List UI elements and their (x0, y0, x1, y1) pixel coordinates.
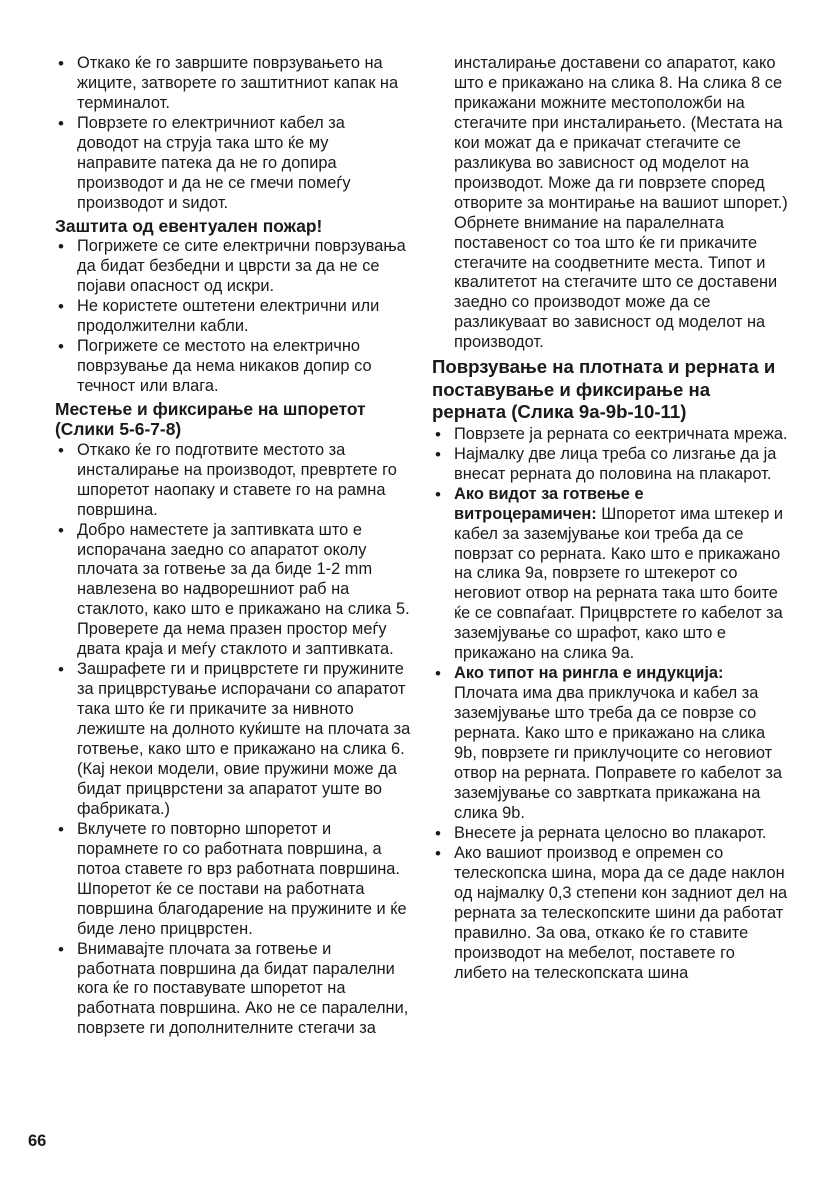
list-item-lead: Ако типот на рингла е индукција: (454, 664, 724, 683)
fire-protection-heading: Заштита од евентуален пожар! (55, 215, 323, 236)
list-item-lead: Ако видот за готвење е витроцерамичен: (454, 484, 644, 523)
list-item-text: Ако вашиот производ е опремен со телескопска шина, мора да се даде наклон од најмалку 0,3 степени кон задниот дел на рерната за телескопските шини да работат правилно. За ова, откако ќе го ставите производот на мебелот, поставете го либето на телескопската шина (454, 843, 788, 982)
list-item: • Вклучете го повторно шпоретот и порамнете го со работната површина, а потоа ставете го врз работната површина. Шпоретот ќе се постави на работната површина благодарение на пружините и ќе биде лено прицврстен. (55, 820, 411, 940)
left-column (55, 54, 411, 1039)
continuation-paragraph: инсталирање доставени со апаратот, како што е прикажано на слика 8. На слика 8 се прикажани можните местоположби на стегачите при инсталирањето. (Местата на кои можат да е прикачат стегачите се разликува во зависност од моделот на производот. Може да ги поврзете според отворите за монтирање на вашиот шпорет.) Обрнете внимание на паралелната поставеност со тоа што ќе ги прикачите стегачите на соодветните места. Типот и квалитетот на стегачите што се доставени заедно со производот може да се разликуваат во зависност од моделот на производот. (454, 54, 788, 352)
list-item (432, 844, 788, 984)
list-item: • Откако ќе го подготвите местото за инсталирање на производот, превртете го шпоретот наопаку и ставете го на рамна површина. (55, 441, 411, 521)
fire-list (55, 237, 411, 397)
mounting-heading: Местење и фиксирање на шпоретот (Слики 5-6-7-8) (55, 398, 366, 440)
list-item (432, 485, 788, 665)
oven-list (432, 425, 788, 984)
list-item: • Поврзете го електричниот кабел за доводот на струја така што ќе му направите патека да не го допира производот и да не се гмечи помеѓу производот и ѕидот. (55, 114, 411, 214)
list-item-text: Најмалку две лица треба со лизгање да ја внесат рерната до половина на плакарот. (454, 444, 777, 483)
intro-list (55, 54, 411, 214)
list-item-text: Поврзете ја рерната со еектричната мрежа. (454, 424, 788, 443)
list-item-text: Шпоретот има штекер и кабел за заземјување кои треба да се поврзат со рерната. Како што е прикажано на слика 9a, поврзете го штекерот со неговиот отвор на рерната така што боите ќе се совпаѓаат. Прицврстете го кабелот за заземјување со шрафот, како што е прикажано на слика 9a. (454, 504, 784, 663)
list-item: • Погрижете се сите електрични поврзувања да бидат безбедни и цврсти за да не се појави опасност од искри. (55, 237, 411, 297)
list-item-text: Внесете ја рерната целосно во плакарот. (454, 823, 767, 842)
mounting-list (55, 441, 411, 1040)
page-number: 66 (28, 1132, 47, 1150)
list-item: • Внимавајте плочата за готвење и работната површина да бидат паралелни кога ќе го поставувате шпоретот на работната површина. Ако не се паралелни, поврзете ги дополнителните стегачи за (55, 940, 411, 1040)
list-item (432, 664, 788, 824)
list-item (432, 445, 788, 485)
oven-connection-heading: Поврзување на плотната и рерната и поставување и фиксирање на рерната (Слика 9a-9b-10-11) (432, 356, 776, 423)
right-column (432, 54, 788, 983)
list-item: • Зашрафете ги и прицврстете ги пружините за прицврстување испорачани со апаратот така што ќе ги прикачите за нивното лежиште на долното куќиште на плочата за готвење, како што е прикажано на слика 6. (Кај некои модели, овие пружини може да бидат прицврстени за апаратот уште во фабриката.) (55, 660, 411, 820)
list-item: • Не користете оштетени електрични или продолжителни кабли. (55, 297, 411, 337)
list-item (432, 824, 788, 844)
list-item: • Откако ќе го завршите поврзувањето на жиците, затворете го заштитниот капак на терминалот. (55, 54, 411, 114)
continuation-block (432, 54, 788, 353)
list-item: • Погрижете се местото на електрично поврзување да нема никаков допир со течност или влага. (55, 337, 411, 397)
list-item: • Добро наместете ја заптивката што е испорачана заедно со апаратот околу плочата за готвење за да биде 1-2 mm навлезена во надворешниот раб на стаклото, како што е прикажано на слика 5. Проверете да нема празен простор меѓу двата краја и меѓу стаклото и заптивката. (55, 521, 411, 661)
list-item-text: Плочата има два приклучока и кабел за заземјување што треба да се поврзе со рерната. Како што е прикажано на слика 9b, поврзете ги приклучоците со неговиот отвор на рерната. Поправете го кабелот за заземјување со завртката прикажана на слика 9b. (454, 684, 782, 822)
list-item (432, 425, 788, 445)
